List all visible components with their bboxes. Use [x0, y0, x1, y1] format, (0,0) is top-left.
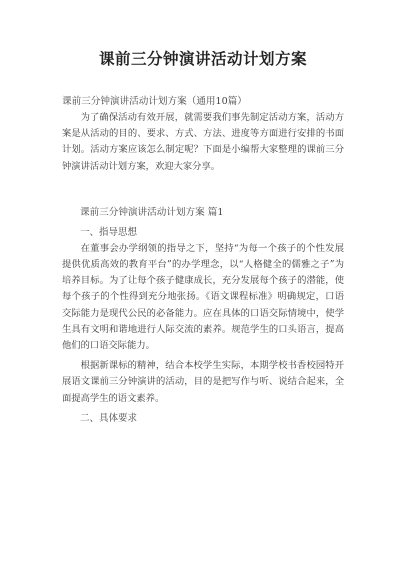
heading-specific-requirements: 二、具体要求: [80, 412, 138, 424]
section-title: 课前三分钟演讲活动计划方案 篇1: [80, 206, 224, 218]
heading-guiding-ideology: 一、指导思想: [80, 226, 138, 238]
document-subtitle: 课前三分钟演讲活动计划方案（通用10篇）: [62, 96, 247, 107]
paragraph-guiding-ideology: 在董事会办学纲领的指导之下，坚持“为每一个孩子的个性发展提供优质高效的教育平台”的办学理念，以“人格健全的儒雅之子”为培养目标。为了让每个孩子健康成长，充分发展每个孩子的潜能，使每个孩子的个性得到充分地张扬。《语文课程标准》明确规定，口语交际能力是现代公民的必备能力。应在具体的口语交际情境中，使学生具有文明和谐地进行人际交流的素养。规范学生的口头语言，提高他们的口语交际能力。: [62, 242, 344, 352]
document-title: 课前三分钟演讲活动计划方案: [98, 49, 307, 68]
paragraph-activity-purpose: 根据新课标的精神，结合本校学生实际，本期学校书香校园特开展语文课前三分钟演讲的活动，目的是把写作与听、说结合起来，全面提高学生的语文素养。: [62, 360, 344, 404]
intro-paragraph: 为了确保活动有效开展，就需要我们事先制定活动方案，活动方案是从活动的目的、要求、方式、方法、进度等方面进行安排的书面计划。活动方案应该怎么制定呢？下面是小编帮大家整理的课前三分钟演讲活动计划方案，欢迎大家分享。: [62, 112, 344, 172]
